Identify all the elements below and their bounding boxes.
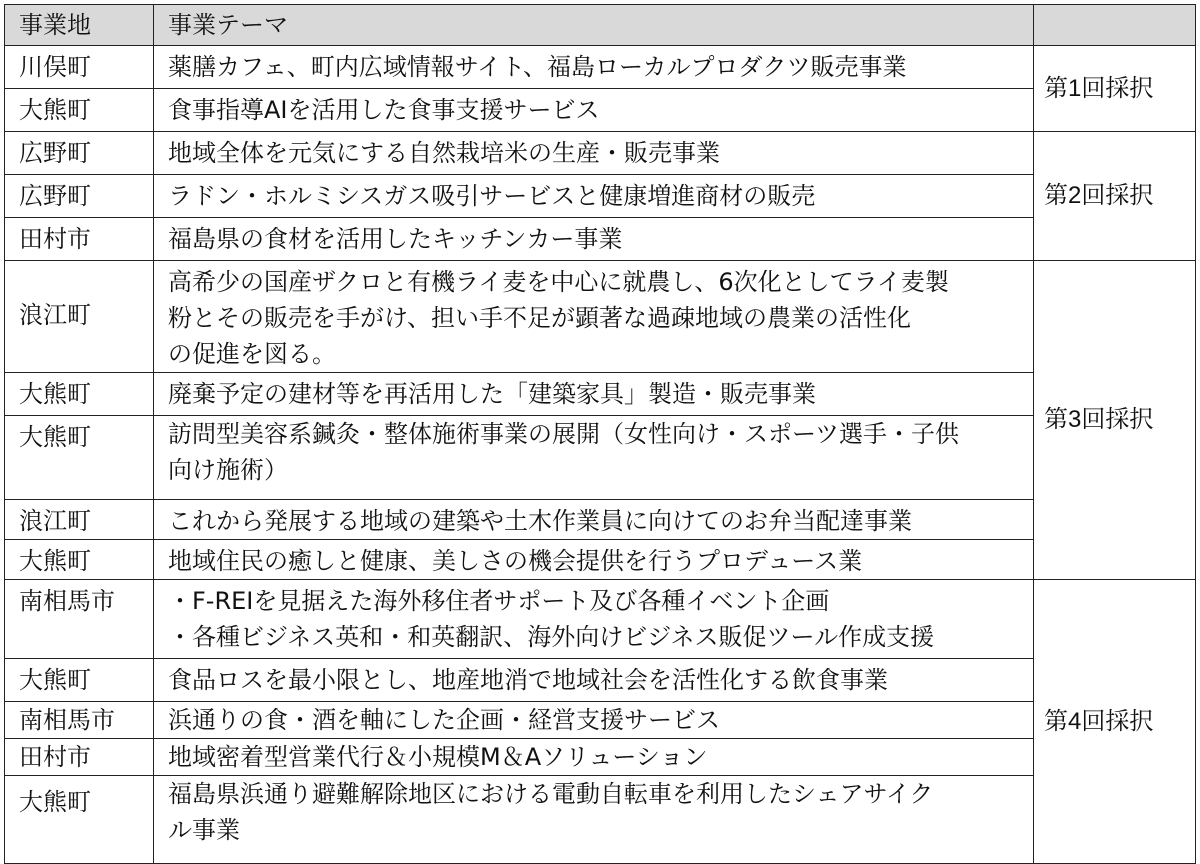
location-cell: 浪江町: [5, 500, 154, 540]
header-round: [1034, 5, 1196, 46]
location-cell: 田村市: [5, 739, 154, 776]
location-cell: 川俣町: [5, 46, 154, 89]
table-row: [5, 500, 1196, 540]
theme-cell: 食事指導AIを活用した食事支援サービス: [154, 89, 1034, 132]
location-cell: 大熊町: [5, 659, 154, 702]
location-cell: 南相馬市: [5, 580, 154, 659]
location-cell: 大熊町: [5, 89, 154, 132]
location-cell: 田村市: [5, 218, 154, 261]
table-row: [5, 175, 1196, 218]
round-label-4: 第4回採択: [1034, 580, 1196, 864]
theme-cell: 福島県の食材を活用したキッチンカー事業: [154, 218, 1034, 261]
round-label-3: 第3回採択: [1034, 261, 1196, 580]
theme-cell: 高希少の国産ザクロと有機ライ麦を中心に就農し、6次化としてライ麦製 粉とその販売を手がけ、担い手不足が顕著な過疎地域の農業の活性化 の促進を図る。: [154, 261, 1034, 373]
theme-cell: 地域密着型営業代行＆小規模M＆Aソリューション: [154, 739, 1034, 776]
table-row: [5, 373, 1196, 416]
theme-cell: 訪問型美容系鍼灸・整体施術事業の展開（女性向け・スポーツ選手・子供 向け施術）: [154, 416, 1034, 500]
theme-cell: 廃棄予定の建材等を再活用した「建築家具」製造・販売事業: [154, 373, 1034, 416]
table-row: [5, 580, 1196, 659]
table-row: [5, 261, 1196, 373]
table-row: [5, 218, 1196, 261]
table-row: [5, 659, 1196, 702]
table-row: [5, 776, 1196, 864]
round-label-1: 第1回採択: [1034, 46, 1196, 132]
table-row: [5, 540, 1196, 580]
location-cell: 大熊町: [5, 540, 154, 580]
location-cell: 広野町: [5, 132, 154, 175]
theme-cell: ラドン・ホルミシスガス吸引サービスと健康増進商材の販売: [154, 175, 1034, 218]
theme-cell: ・F-REIを見据えた海外移住者サポート及び各種イベント企画 ・各種ビジネス英和・和英翻訳、海外向けビジネス販促ツール作成支援: [154, 580, 1034, 659]
theme-cell: これから発展する地域の建築や土木作業員に向けてのお弁当配達事業: [154, 500, 1034, 540]
header-row: [5, 5, 1196, 46]
theme-cell: 食品ロスを最小限とし、地産地消で地域社会を活性化する飲食事業: [154, 659, 1034, 702]
location-cell: 大熊町: [5, 776, 154, 864]
theme-cell: 福島県浜通り避難解除地区における電動自転車を利用したシェアサイク ル事業: [154, 776, 1034, 864]
theme-cell: 地域全体を元気にする自然栽培米の生産・販売事業: [154, 132, 1034, 175]
round-label-2: 第2回採択: [1034, 132, 1196, 261]
theme-cell: 地域住民の癒しと健康、美しさの機会提供を行うプロデュース業: [154, 540, 1034, 580]
table-row: [5, 89, 1196, 132]
header-location: 事業地: [5, 5, 154, 46]
table-row: [5, 132, 1196, 175]
header-theme: 事業テーマ: [154, 5, 1034, 46]
location-cell: 浪江町: [5, 261, 154, 373]
location-cell: 大熊町: [5, 373, 154, 416]
table-row: [5, 46, 1196, 89]
table-row: [5, 739, 1196, 776]
table-row: [5, 702, 1196, 739]
location-cell: 広野町: [5, 175, 154, 218]
table-row: [5, 416, 1196, 500]
theme-cell: 浜通りの食・酒を軸にした企画・経営支援サービス: [154, 702, 1034, 739]
adoption-table: [4, 4, 1196, 864]
theme-cell: 薬膳カフェ、町内広域情報サイト、福島ローカルプロダクツ販売事業: [154, 46, 1034, 89]
location-cell: 大熊町: [5, 416, 154, 500]
location-cell: 南相馬市: [5, 702, 154, 739]
